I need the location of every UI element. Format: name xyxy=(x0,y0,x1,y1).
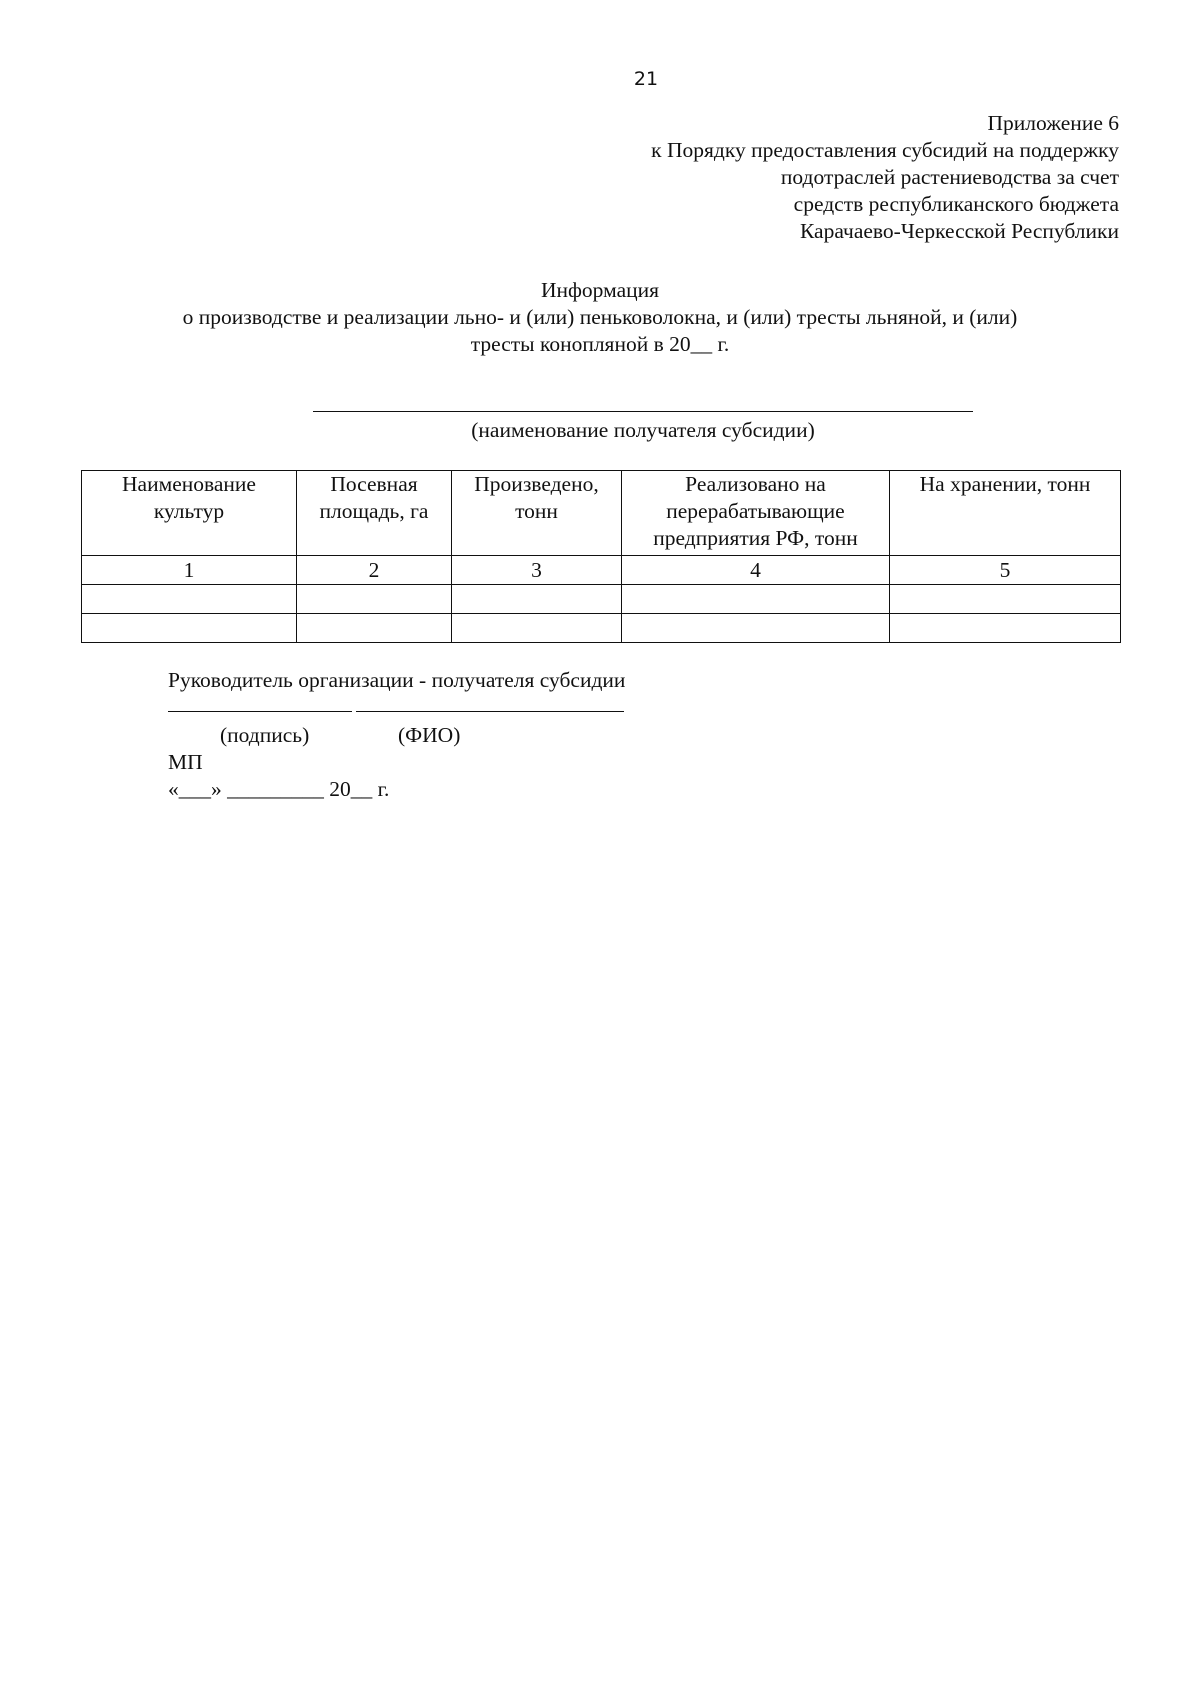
appendix-line: подотраслей растениеводства за счет xyxy=(780,165,1119,189)
table-cell[interactable] xyxy=(297,585,452,614)
header-sown-area: Посевная площадь, га xyxy=(297,471,452,556)
header-crop-name: Наименование культур xyxy=(82,471,297,556)
table-cell[interactable] xyxy=(452,614,622,643)
signature-field[interactable] xyxy=(168,711,352,712)
full-name-field[interactable] xyxy=(356,711,624,712)
table-cell[interactable] xyxy=(622,614,890,643)
signature-lines xyxy=(168,694,625,722)
header-sold: Реализовано на перерабатывающие предприятия РФ, тонн xyxy=(622,471,890,556)
table-row xyxy=(82,585,1121,614)
recipient-name-field[interactable] xyxy=(313,411,973,412)
title-line: тресты конопляной в 20__ г. xyxy=(470,332,730,356)
column-number: 4 xyxy=(622,556,890,585)
column-number: 1 xyxy=(82,556,297,585)
recipient-caption: (наименование получателя субсидии) xyxy=(471,418,815,442)
table-row xyxy=(82,614,1121,643)
signature-block xyxy=(168,667,625,803)
appendix-line: Карачаево-Черкесской Республики xyxy=(799,219,1119,243)
header-in-storage: На хранении, тонн xyxy=(890,471,1121,556)
header-produced: Произведено, тонн xyxy=(452,471,622,556)
column-number: 2 xyxy=(297,556,452,585)
column-number-row xyxy=(82,556,1121,585)
title-heading: Информация xyxy=(540,278,660,302)
stamp-label: МП xyxy=(168,750,203,774)
table-cell[interactable] xyxy=(622,585,890,614)
table-cell[interactable] xyxy=(890,585,1121,614)
page-number: 21 xyxy=(633,68,659,90)
table-cell[interactable] xyxy=(452,585,622,614)
appendix-header xyxy=(499,110,1119,245)
appendix-line: к Порядку предоставления субсидий на поддержку xyxy=(651,138,1119,162)
document-title xyxy=(81,277,1119,358)
production-table xyxy=(81,470,1121,643)
table-header-row xyxy=(82,471,1121,556)
column-number: 3 xyxy=(452,556,622,585)
date-line: «___» _________ 20__ г. xyxy=(168,777,390,801)
signature-caption: (подпись) xyxy=(220,723,310,747)
appendix-line: Приложение 6 xyxy=(987,111,1119,135)
title-line: о производстве и реализации льно- и (или) пеньковолокна, и (или) тресты льняной, и (или) xyxy=(182,305,1018,329)
table-cell[interactable] xyxy=(82,614,297,643)
table-cell[interactable] xyxy=(297,614,452,643)
table-cell[interactable] xyxy=(82,585,297,614)
signature-captions xyxy=(168,722,625,749)
appendix-line: средств республиканского бюджета xyxy=(793,192,1119,216)
head-title: Руководитель организации - получателя субсидии xyxy=(168,668,626,692)
full-name-caption: (ФИО) xyxy=(398,723,461,747)
table-cell[interactable] xyxy=(890,614,1121,643)
column-number: 5 xyxy=(890,556,1121,585)
